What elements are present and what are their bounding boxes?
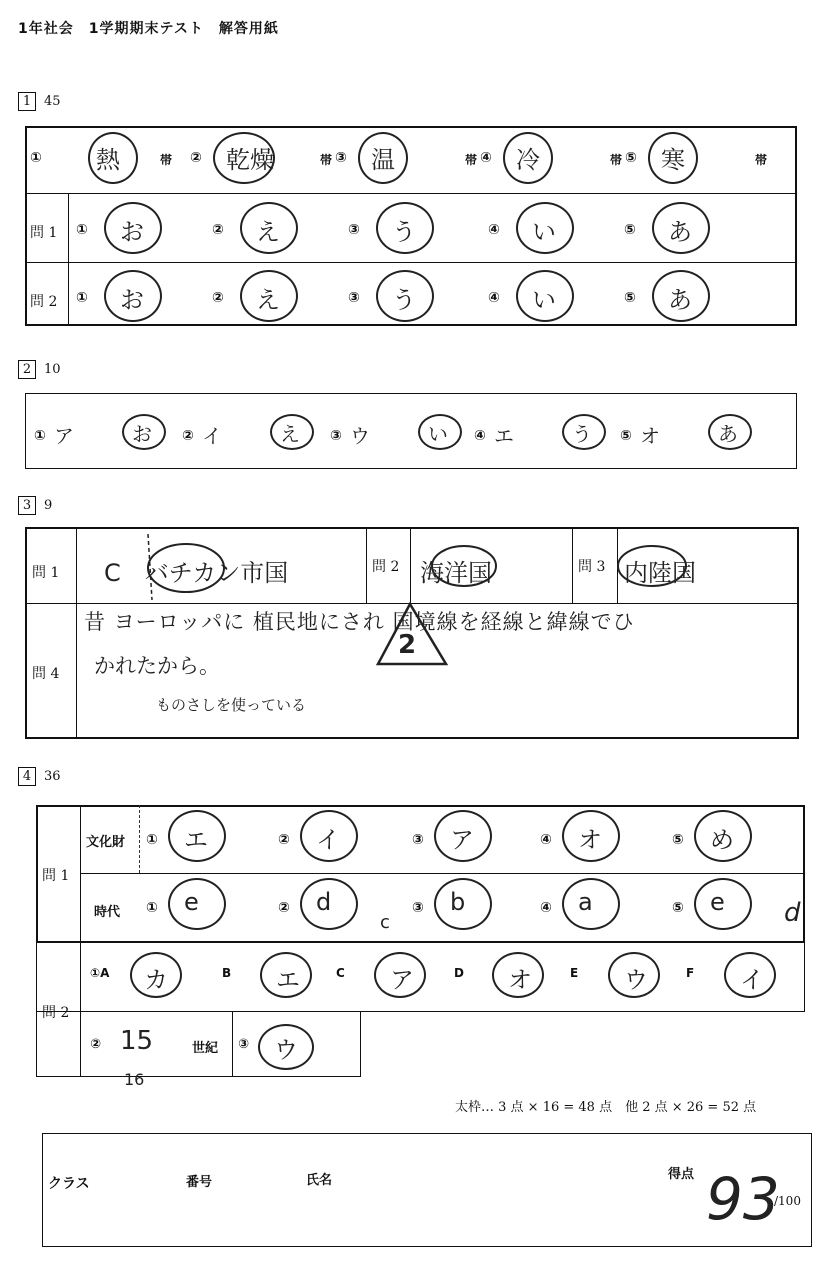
footer-box <box>42 1133 812 1247</box>
marker: ② <box>190 150 202 166</box>
marker: ③ <box>412 900 424 916</box>
answer: 寒 <box>661 146 685 174</box>
answer: お <box>120 218 144 246</box>
marker: D <box>454 966 464 980</box>
answer: え <box>280 422 300 446</box>
choice: エ <box>494 424 514 448</box>
marker: ② <box>278 832 290 848</box>
marker: ③ <box>335 150 347 166</box>
row-divider <box>80 1011 361 1012</box>
answer: オ <box>578 826 602 854</box>
answer: お <box>132 422 152 446</box>
answer: エ <box>184 826 208 854</box>
class-label: クラス <box>48 1176 90 1192</box>
answer: エ <box>276 966 300 994</box>
answer: 温 <box>371 146 395 174</box>
page-title: 1年社会 1学期期末テスト 解答用紙 <box>18 21 279 37</box>
answer-century: 15 <box>120 1026 154 1056</box>
section-3-header <box>18 494 52 515</box>
section-points: 45 <box>44 94 61 109</box>
suffix: 帯 <box>320 153 333 167</box>
answer: d <box>316 888 332 916</box>
dashed-divider <box>139 805 140 873</box>
answer: う <box>392 218 416 246</box>
row-divider <box>25 262 797 263</box>
answer: あ <box>668 218 692 246</box>
answer-q1: C バチカン市国 <box>104 559 289 587</box>
col-divider <box>572 527 573 603</box>
marker: ④ <box>488 290 500 306</box>
row-divider <box>80 873 805 874</box>
answer: a <box>578 888 593 916</box>
section-number: 3 <box>18 496 36 515</box>
answer-century-note: 16 <box>124 1070 145 1089</box>
answer-q4-line1: 昔 ヨーロッパに 植民地にされ 国境線を経線と緯線でひ <box>84 610 635 634</box>
section-2-header <box>18 358 61 379</box>
marker: ③ <box>330 428 342 444</box>
answer: 乾燥 <box>226 146 274 174</box>
marker: E <box>570 966 579 980</box>
marker: B <box>222 966 232 980</box>
score-total: /100 <box>774 1194 801 1208</box>
marker: ④ <box>474 428 486 444</box>
jidai-label: 時代 <box>94 905 121 920</box>
answer: 冷 <box>516 146 540 174</box>
points-note: 太枠… 3 点 × 16 = 48 点 他 2 点 × 26 = 52 点 <box>455 1100 757 1115</box>
q2-marker-2: ② <box>90 1037 102 1052</box>
answer: い <box>532 286 556 314</box>
extra-mark: c <box>380 912 390 933</box>
suffix: 帯 <box>755 153 768 167</box>
marker: ④ <box>540 900 552 916</box>
answer: あ <box>668 286 692 314</box>
col-divider <box>366 527 367 603</box>
score-value: 93 <box>706 1165 780 1233</box>
answer-q3: 内陸国 <box>624 559 696 587</box>
answer: イ <box>316 826 340 854</box>
extra-mark: d <box>784 898 801 928</box>
marker: ⑤ <box>620 428 632 444</box>
score-label: 得点 <box>668 1167 695 1182</box>
marker: ④ <box>488 222 500 238</box>
section-number: 4 <box>18 767 36 786</box>
answer: ア <box>390 966 414 994</box>
marker: ① <box>34 428 46 444</box>
answer: オ <box>508 966 532 994</box>
section-number: 2 <box>18 360 36 379</box>
answer: イ <box>740 966 764 994</box>
answer: お <box>120 286 144 314</box>
marker: ③ <box>348 222 360 238</box>
marker: ① <box>30 150 42 166</box>
answer: 熱 <box>96 146 120 174</box>
section-number: 1 <box>18 92 36 111</box>
choice: ウ <box>350 424 370 448</box>
answer-q2-3: ウ <box>274 1036 298 1064</box>
answer: い <box>532 218 556 246</box>
marker: ⑤ <box>624 290 636 306</box>
marker: ④ <box>540 832 552 848</box>
answer: い <box>428 422 448 446</box>
marker: ⑤ <box>672 900 684 916</box>
marker: ② <box>278 900 290 916</box>
answer: ウ <box>624 966 648 994</box>
section-points: 9 <box>44 498 53 513</box>
marker: ② <box>212 222 224 238</box>
suffix: 帯 <box>465 153 478 167</box>
q4-label: 問 4 <box>32 666 60 682</box>
marker: F <box>686 966 695 980</box>
row-divider <box>25 193 797 194</box>
answer: え <box>256 286 280 314</box>
col-divider <box>80 805 81 1077</box>
col-divider <box>68 193 69 325</box>
marker: ①A <box>90 966 110 980</box>
answer: b <box>450 888 466 916</box>
marker: C <box>336 966 345 980</box>
marker: ④ <box>480 150 492 166</box>
marker: ③ <box>348 290 360 306</box>
marker: ① <box>76 222 88 238</box>
marker: ② <box>212 290 224 306</box>
answer: え <box>256 218 280 246</box>
section-points: 36 <box>44 769 61 784</box>
answer-q4-line2: かれたから。 <box>94 654 220 678</box>
row-divider <box>25 603 799 604</box>
marker: ③ <box>412 832 424 848</box>
teacher-note: ものさしを使っている <box>156 696 307 714</box>
suffix: 帯 <box>160 153 173 167</box>
number-label: 番号 <box>186 1175 213 1190</box>
choice: ア <box>54 424 74 448</box>
answer-q2: 海洋国 <box>420 559 492 587</box>
q2-label: 問 2 <box>42 1005 70 1021</box>
q2-label: 問 2 <box>372 559 400 575</box>
marker: ⑤ <box>625 150 637 166</box>
marker: ② <box>182 428 194 444</box>
answer: カ <box>144 966 168 994</box>
q2-label: 問 2 <box>30 294 58 310</box>
col-divider <box>232 1011 233 1077</box>
col-divider <box>617 527 618 603</box>
suffix: 帯 <box>610 153 623 167</box>
q3-label: 問 3 <box>578 559 606 575</box>
answer: う <box>572 422 592 446</box>
answer: め <box>710 826 734 854</box>
unit-seiki: 世紀 <box>192 1041 219 1056</box>
q1-label: 問 1 <box>42 868 70 884</box>
name-label: 氏名 <box>306 1173 333 1188</box>
marker: ① <box>146 900 158 916</box>
section-4-q1-box <box>36 805 805 943</box>
q1-label: 問 1 <box>30 225 58 241</box>
marker: ⑤ <box>672 832 684 848</box>
choice: イ <box>202 424 222 448</box>
q2-marker-3: ③ <box>238 1037 250 1052</box>
partial-score: 2 <box>398 630 417 660</box>
answer: ア <box>450 826 474 854</box>
section-points: 10 <box>44 362 61 377</box>
section-1-header <box>18 90 61 111</box>
q1-label: 問 1 <box>32 565 60 581</box>
marker: ⑤ <box>624 222 636 238</box>
bunkazai-label: 文化財 <box>86 835 126 850</box>
marker: ① <box>76 290 88 306</box>
marker: ① <box>146 832 158 848</box>
answer: う <box>392 286 416 314</box>
col-divider <box>76 527 77 739</box>
answer: e <box>184 888 199 916</box>
col-divider <box>410 527 411 603</box>
answer: あ <box>718 422 738 446</box>
choice: オ <box>640 424 660 448</box>
section-4-header <box>18 765 61 786</box>
answer: e <box>710 888 725 916</box>
